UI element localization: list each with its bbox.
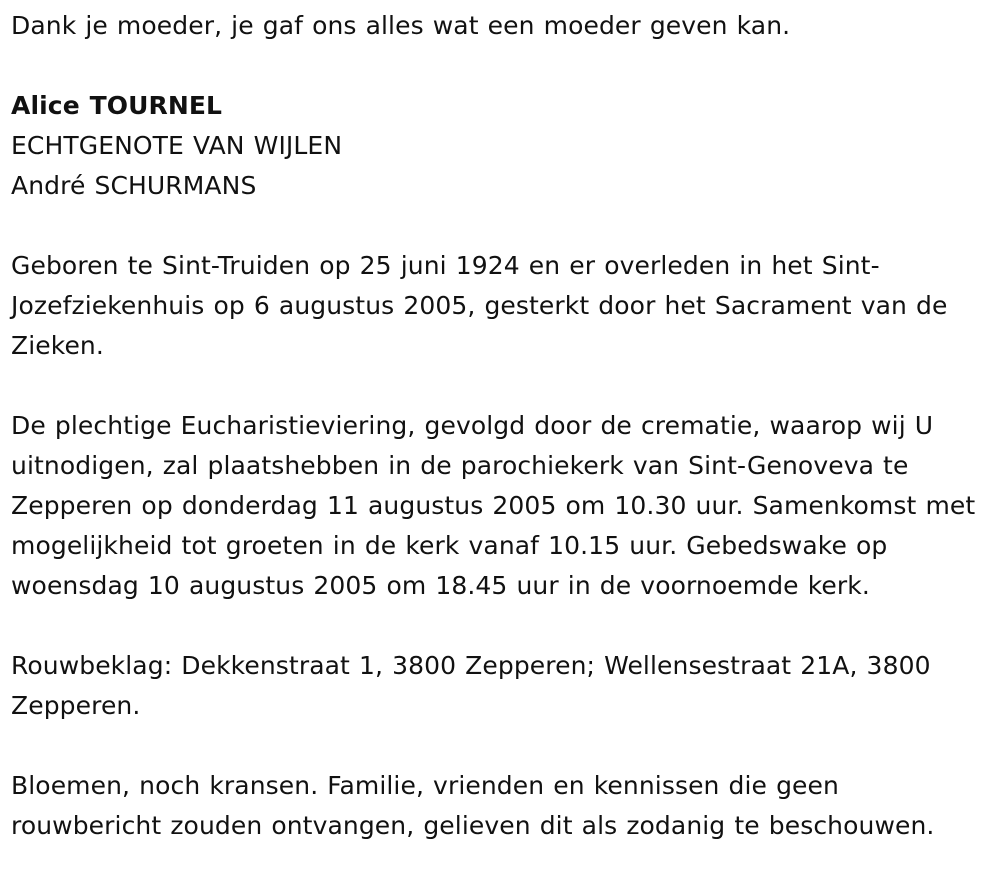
spacer bbox=[11, 726, 991, 766]
spacer bbox=[11, 46, 991, 86]
birth-death-paragraph: Geboren te Sint-Truiden op 25 juni 1924 en er overleden in het Sint-Jozefziekenhuis op 6 augustus 2005, gesterkt door het Sacrament van de Zieken. bbox=[11, 251, 948, 360]
condolences-paragraph: Rouwbeklag: Dekkenstraat 1, 3800 Zepperen; Wellensestraat 21A, 3800 Zepperen. bbox=[11, 651, 931, 720]
obituary-notice bbox=[11, 6, 991, 846]
spouse-name: André SCHURMANS bbox=[11, 171, 257, 200]
deceased-name: Alice TOURNEL bbox=[11, 91, 223, 120]
spouse-title: ECHTGENOTE VAN WIJLEN bbox=[11, 131, 343, 160]
flowers-paragraph: Bloemen, noch kransen. Familie, vrienden en kennissen die geen rouwbericht zouden ontvangen, gelieven dit als zodanig te beschouwen. bbox=[11, 771, 935, 840]
opening-line: Dank je moeder, je gaf ons alles wat een moeder geven kan. bbox=[11, 11, 791, 40]
spacer bbox=[11, 606, 991, 646]
ceremony-paragraph: De plechtige Eucharistieviering, gevolgd door de crematie, waarop wij U uitnodigen, zal plaatshebben in de parochiekerk van Sint-Genoveva te Zepperen op donderdag 11 augustus 2005 om 10.30 uur. Samenkomst met mogelijkheid tot groeten in de kerk vanaf 10.15 uur. Gebedswake op woensdag 10 augustus 2005 om 18.45 uur in de voornoemde kerk. bbox=[11, 411, 976, 600]
spacer bbox=[11, 366, 991, 406]
spacer bbox=[11, 206, 991, 246]
